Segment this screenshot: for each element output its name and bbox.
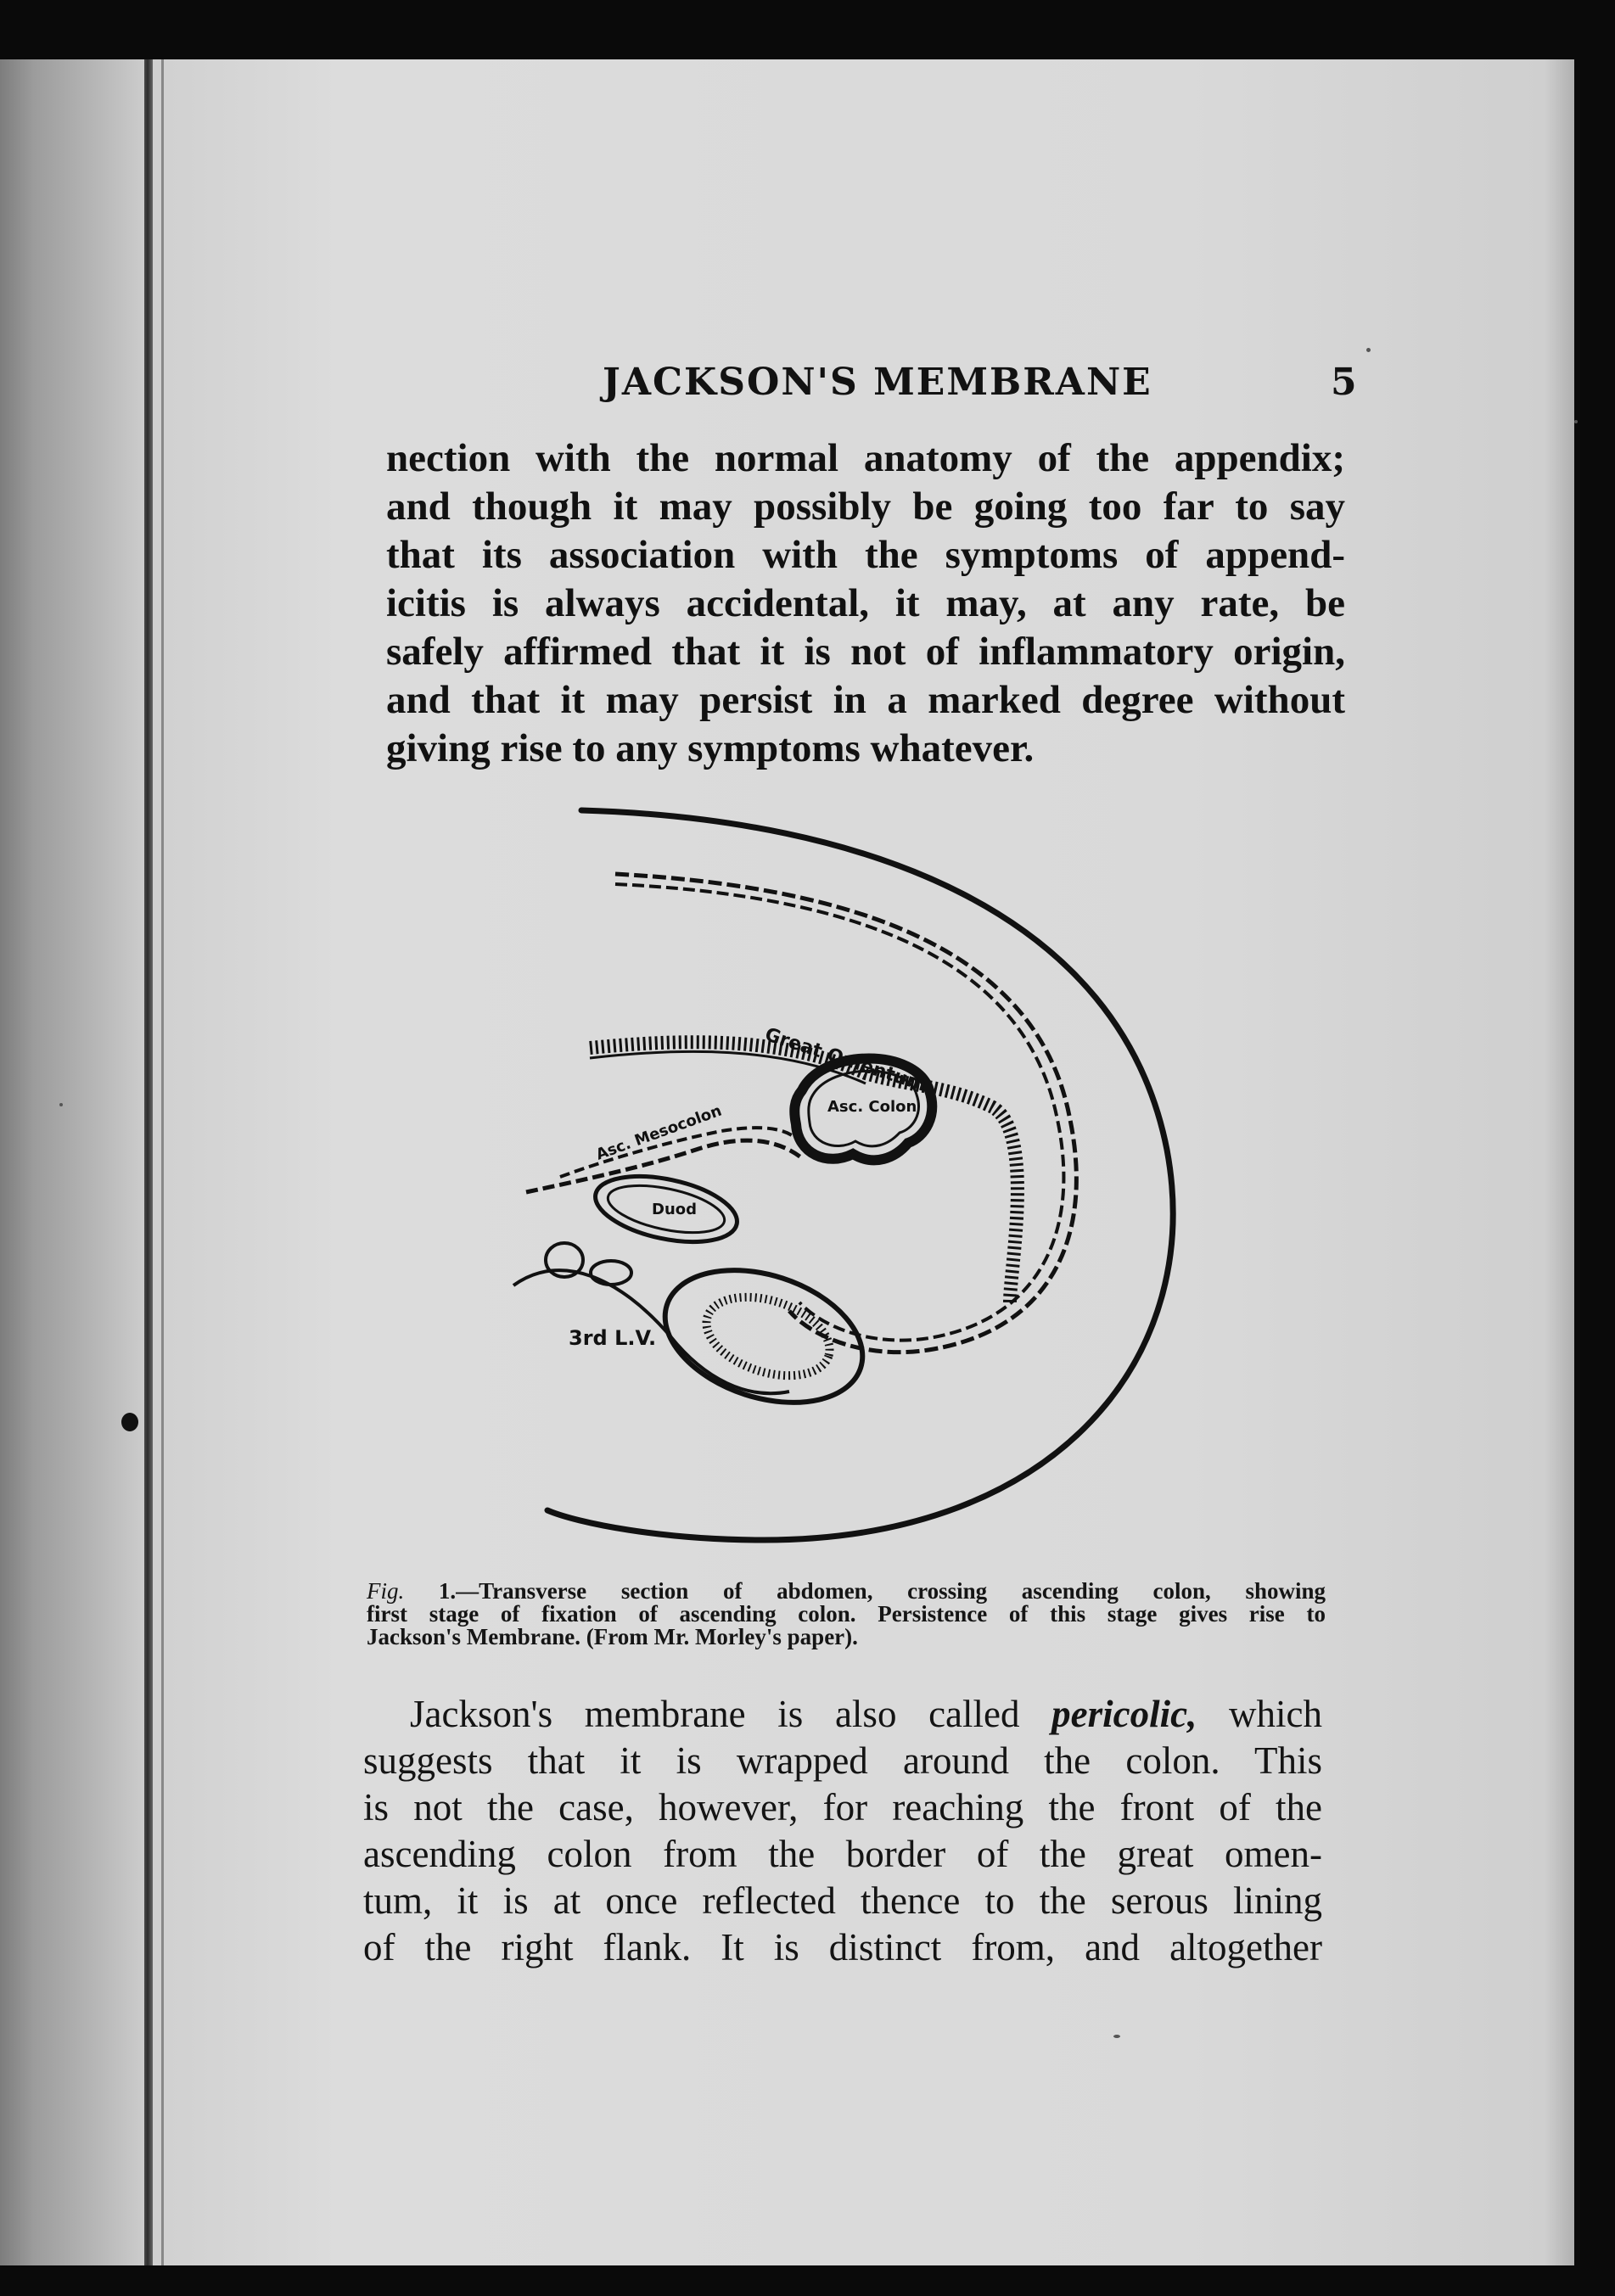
paragraph-line: safely affirmed that it is not of inflammatory origin, xyxy=(386,630,1345,674)
paragraph-text: Jackson's membrane is also called xyxy=(410,1693,1052,1735)
paragraph-line: icitis is always accidental, it may, at any rate, be xyxy=(386,581,1345,625)
paragraph-line: that its association with the symptoms of append- xyxy=(386,533,1345,577)
paragraph-line: giving rise to any symptoms whatever. xyxy=(386,726,1035,770)
scan-speck xyxy=(59,1103,63,1106)
gutter-edge xyxy=(161,59,164,2265)
paragraph-line: is not the case, however, for reaching the front of the xyxy=(363,1786,1322,1828)
paragraph-top xyxy=(386,434,1345,773)
caption-line xyxy=(367,1580,1326,1603)
caption-line: first stage of fixation of ascending colon. Persistence of this stage gives rise to xyxy=(367,1601,1326,1627)
paragraph-line: suggests that it is wrapped around the colon. This xyxy=(363,1739,1322,1782)
running-head: JACKSON'S MEMBRANE xyxy=(603,361,1152,404)
emphasis-pericolic: pericolic, xyxy=(1051,1693,1197,1735)
paragraph-line: and though it may possibly be going too far to say xyxy=(386,484,1345,529)
paragraph-text: which xyxy=(1197,1693,1322,1735)
page-number: 5 xyxy=(1331,361,1357,404)
caption-fig-word: Fig. xyxy=(367,1578,405,1604)
label-great-omentum: Great Omentum xyxy=(762,1023,929,1096)
vessel-right xyxy=(591,1261,631,1285)
paragraph-bottom xyxy=(363,1691,1322,1971)
scan-speck xyxy=(1366,348,1371,352)
kidney xyxy=(648,1246,880,1425)
scan-speck xyxy=(1113,2035,1120,2038)
paragraph-line: of the right flank. It is distinct from, and altogether xyxy=(363,1926,1322,1968)
label-vertebra: 3rd L.V. xyxy=(569,1326,657,1350)
gutter-shadow xyxy=(144,59,153,2265)
label-asc-colon: Asc. Colon xyxy=(827,1098,917,1116)
caption-line: Jackson's Membrane. (From Mr. Morley's paper). xyxy=(367,1624,858,1649)
transverse-section-diagram xyxy=(509,793,1188,1574)
paragraph-line: nection with the normal anatomy of the appendix; xyxy=(386,436,1345,480)
ascending-mesocolon xyxy=(526,1140,802,1192)
anatomy-figure xyxy=(509,793,1188,1574)
scan-speck xyxy=(1574,420,1578,423)
paragraph-line: tum, it is at once reflected thence to the serous lining xyxy=(363,1879,1322,1922)
label-asc-mesocolon: Asc. Mesocolon xyxy=(593,1101,725,1164)
figure-caption xyxy=(367,1580,1326,1649)
paragraph-line: and that it may persist in a marked degree without xyxy=(386,678,1345,722)
paragraph-line: ascending colon from the border of the great omen- xyxy=(363,1833,1322,1875)
paragraph-line xyxy=(363,1691,1322,1738)
caption-line1-rest: 1.—Transverse section of abdomen, crossing ascending colon, showing xyxy=(404,1578,1326,1604)
binding-mark xyxy=(121,1413,138,1431)
label-duod: Duod xyxy=(652,1201,698,1218)
